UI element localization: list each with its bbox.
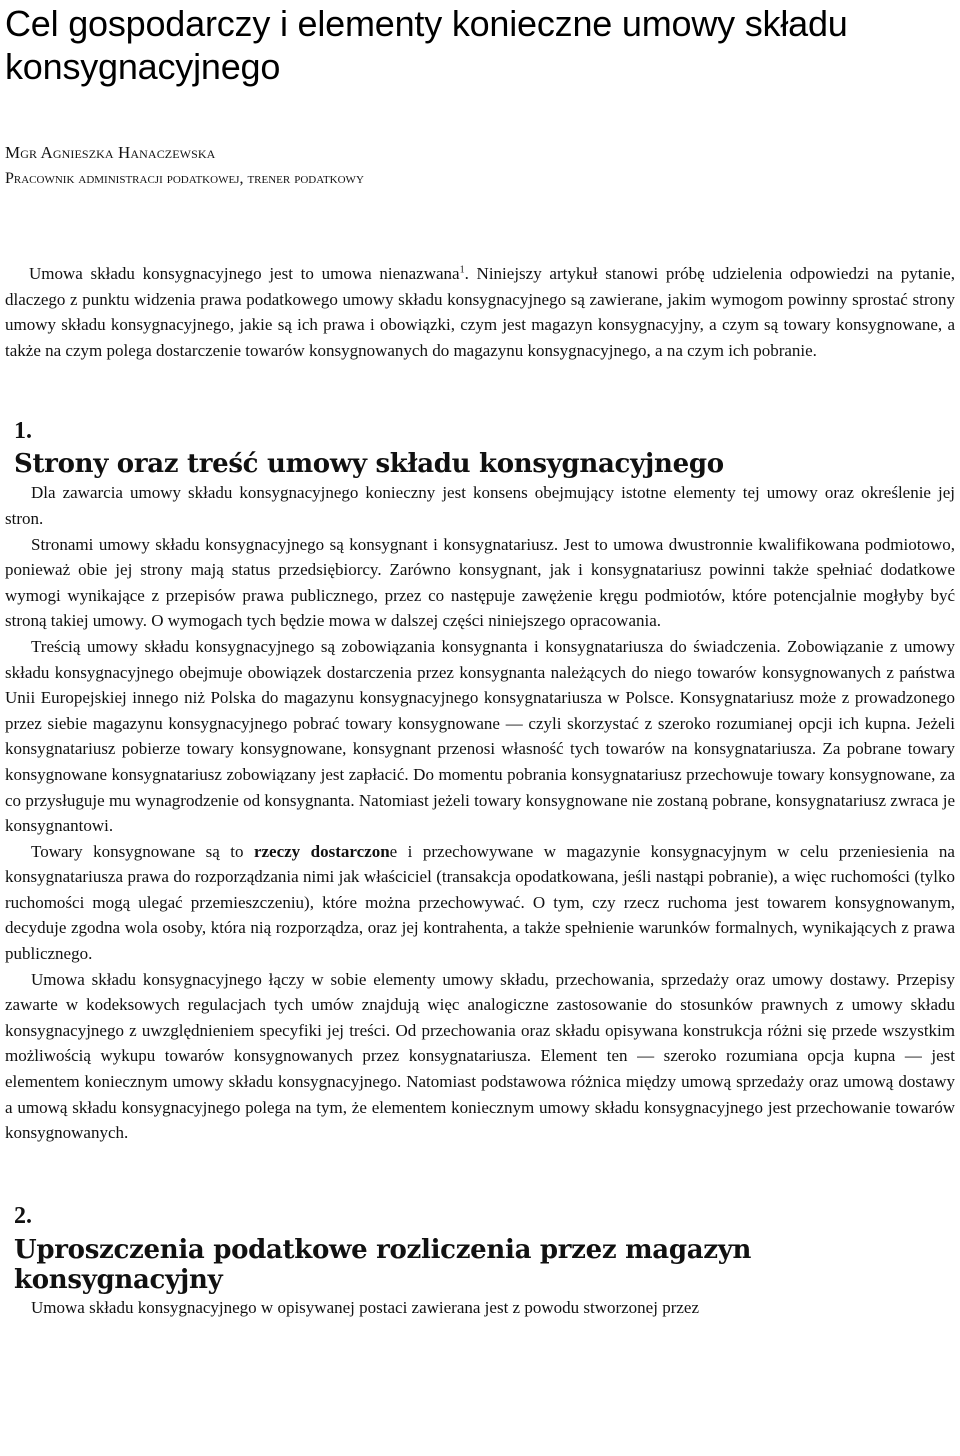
document-title: Cel gospodarczy i elementy konieczne umowy składu konsygnacyjnego xyxy=(5,3,848,87)
paragraph-text: Towary konsygnowane są to xyxy=(31,841,254,861)
section-1-paragraph: Treścią umowy składu konsygnacyjnego są zobowiązania konsygnanta i konsygnatariusza do świadczenia. Zobowiązanie z umowy składu konsygnacyjnego obejmuje obowiązek dostarczenia przez konsygnanta należących do niego towarów konsygnowanych z państwa Unii Europejskiej innego niż Polska do magazynu konsygnacyjnego konsygnatariusza w Polsce. Konsygnatariusz może z prowadzonego przez siebie magazynu konsygnacyjnego pobrać towary konsygnowane — czyli skorzystać z szeroko rozumianej opcji ich kupna. Jeżeli konsygnatariusz pobierze towary konsygnowane, konsygnant przenosi własność tych towarów na konsygnatariusza. Za pobrane towary konsygnowane konsygnatariusz zobowiązany jest zapłacić. Do momentu pobrania konsygnatariusz przechowuje towary konsygnowane, za co przysługuje mu wynagrodzenie od konsygnanta. Natomiast jeżeli towary konsygnowane nie zostaną pobrane, konsygnatariusz zwraca je konsygnantowi. xyxy=(5,636,955,836)
abstract-text-end: . Niniejszy artykuł stanowi próbę udzielenia odpowiedzi na pytanie, dlaczego z punktu widzenia prawa podatkowego umowy składu konsygnacyjnego są zawierane, jakim wymogom powinny sprostać strony umowy składu konsygnacyjnego, jakie są ich prawa i obowiązki, czym jest magazyn konsygnacyjny, a czym są towary konsygnowane, a także na czym polega dostarczenie towarów konsygnowanych do magazynu konsygnacyjnego, a na czym ich pobranie. xyxy=(5,264,955,360)
section-1-number: 1. xyxy=(14,418,32,445)
paragraph-text: e i przechowywane w magazynie konsygnacyjnym w celu przeniesienia na konsygnatariusza prawa do rozporządzania nimi jak właściciel (transakcja opodatkowana, jeśli nastąpi pobranie), a więc ruchomości (tylko ruchomości mogą ulegać przemieszczeniu), które można przechowywać. O tym, czy rzecz ruchoma jest towarem konsygnowanym, decyduje zgodna wola osoby, która nią rozporządza, oraz jej kontrahenta, a także spełnienie warunków formalnych, wynikających z prawa publicznego. xyxy=(5,841,955,964)
section-2-number: 2. xyxy=(14,1202,32,1229)
abstract-paragraph xyxy=(5,261,955,363)
abstract-text-start: Umowa składu konsygnacyjnego jest to umowa nienazwana xyxy=(29,264,460,283)
author-name: Mgr Agnieszka Hanaczewska xyxy=(5,143,216,162)
section-1-paragraph-goods xyxy=(5,839,955,967)
footnote-reference[interactable]: 1 xyxy=(459,264,465,276)
author-affiliation: Pracownik administracji podatkowej, trener podatkowy xyxy=(5,170,364,187)
section-1-paragraph: Stronami umowy składu konsygnacyjnego są konsygnant i konsygnatariusz. Jest to umowa dwustronnie kwalifikowana podmiotowo, ponieważ obie jej strony mają status przedsiębiorcy. Zarówno konsygnant, jak i konsygnatariusz powinni także spełniać dodatkowe wymogi wynikające z przepisów prawa publicznego, przez co następuje zawężenie kręgu podmiotów, które potencjalnie mogłyby być stroną takiej umowy. O wymogach tych będzie mowa w dalszej części niniejszego opracowania. xyxy=(5,534,955,631)
bold-term: rzeczy dostarczon xyxy=(253,841,390,861)
document-page xyxy=(5,0,955,1320)
section-1-title: Strony oraz treść umowy składu konsygnacyjnego xyxy=(14,449,724,480)
section-1-paragraph: Dla zawarcia umowy składu konsygnacyjnego konieczny jest konsens obejmujący istotne elementy tej umowy oraz określenie jej stron. xyxy=(5,483,955,528)
section-2-title: Uproszczenia podatkowe rozliczenia przez magazyn konsygnacyjny xyxy=(14,1234,752,1295)
section-2-paragraph: Umowa składu konsygnacyjnego w opisywanej postaci zawierana jest z powodu stworzonej przez xyxy=(31,1297,699,1317)
section-1-paragraph: Umowa składu konsygnacyjnego łączy w sobie elementy umowy składu, przechowania, sprzedaży oraz umowy dostawy. Przepisy zawarte w kodeksowych regulacjach tych umów znajdują więc analogiczne zastosowanie do stosunków prawnych z umowy składu konsygnacyjnego z uwzględnieniem specyfiki jej treści. Od przechowania oraz składu opisywana konstrukcja różni się przede wszystkim możliwością wykupu towarów konsygnowanych przez konsygnatariusza. Element ten — szeroko rozumiana opcja kupna — jest elementem koniecznym umowy składu konsygnacyjnego. Natomiast podstawowa różnica między umową sprzedaży oraz umową dostawy a umową składu konsygnacyjnego polega na tym, że elementem koniecznym umowy składu konsygnacyjnego jest przechowanie towarów konsygnowanych. xyxy=(5,969,955,1143)
